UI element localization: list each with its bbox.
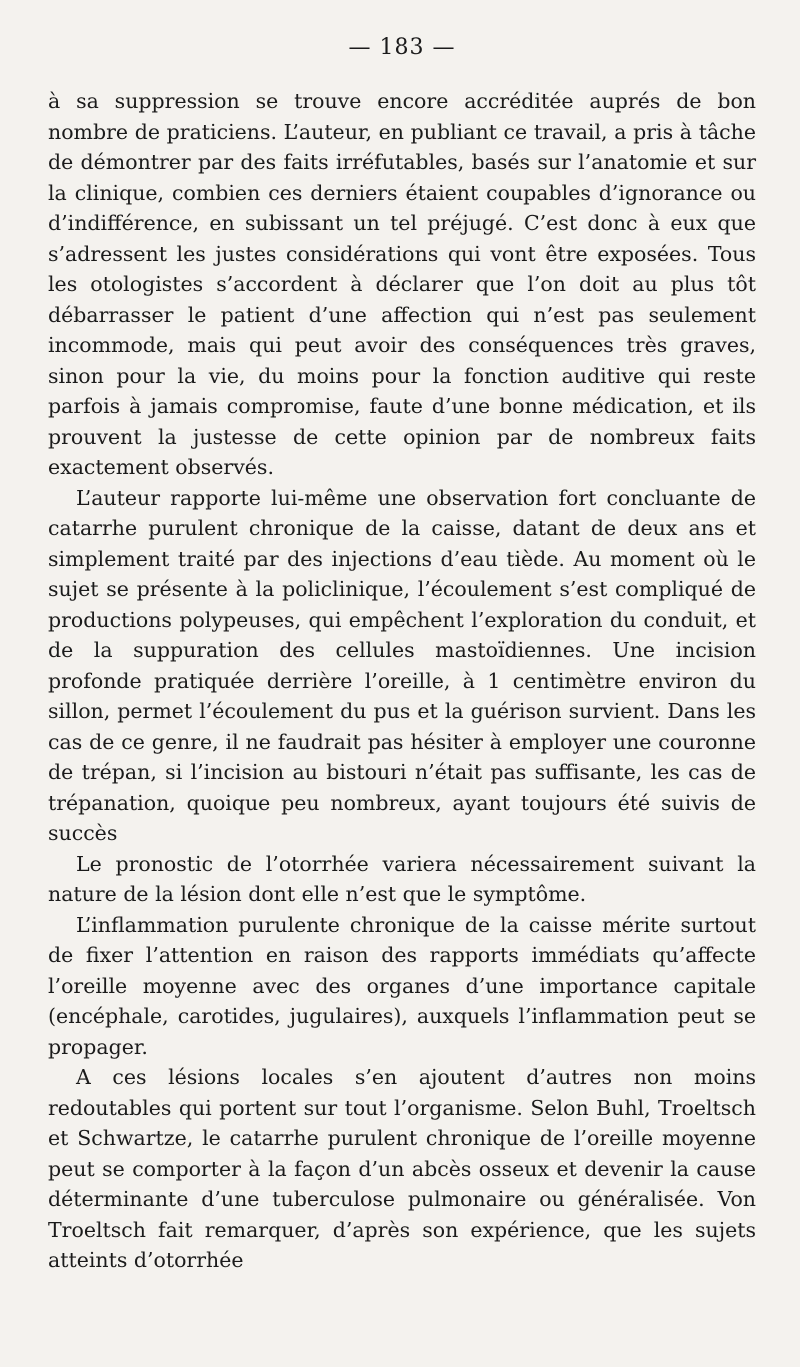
paragraph-1: à sa suppression se trouve encore accréditée auprés de bon nombre de praticiens. L’auteur, en publiant ce travail, a pris à tâche de démontrer par des faits irréfutables, basés sur l’anatomie et sur la clinique, combien ces derniers étaient coupables d’ignorance ou d’indifférence, en subissant un tel préjugé. C’est donc à eux que s’adressent les justes considérations qui vont être exposées. Tous les otologistes s’accordent à déclarer que l’on doit au plus tôt débarrasser le patient d’une affection qui n’est pas seulement incommode, mais qui peut avoir des conséquences très graves, sinon pour la vie, du moins pour la fonction auditive qui reste parfois à jamais compromise, faute d’une bonne médication, et ils prouvent la justesse de cette opinion par de nombreux faits exactement observés. [48, 89, 756, 479]
page-number: — 183 — [348, 35, 456, 60]
paragraph-5: A ces lésions locales s’en ajoutent d’autres non moins redoutables qui portent sur tout l’organisme. Selon Buhl, Troeltsch et Schwartze, le catarrhe purulent chronique de l’oreille moyenne peut se comporter à la façon d’un abcès osseux et devenir la cause déterminante d’une tuberculose pulmonaire ou généralisée. Von Troeltsch fait remarquer, d’après son expérience, que les sujets atteints d’otorrhée [48, 1065, 756, 1272]
paragraph-3: Le pronostic de l’otorrhée variera nécessairement suivant la nature de la lésion dont elle n’est que le symptôme. [48, 851, 756, 906]
paragraph-2: L’auteur rapporte lui-même une observation fort concluante de catarrhe purulent chronique de la caisse, datant de deux ans et simplement traité par des injections d’eau tiède. Au moment où le sujet se présente à la policlinique, l’écoulement s’est compliqué de productions polypeuses, qui empêchent l’exploration du conduit, et de la suppuration des cellules mastoïdiennes. Une incision profonde pratiquée derrière l’oreille, à 1 centimètre environ du sillon, permet l’écoulement du pus et la guérison survient. Dans les cas de ce genre, il ne faudrait pas hésiter à employer une couronne de trépan, si l’incision au bistouri n’était pas suffisante, les cas de trépanation, quoique peu nombreux, ayant toujours été suivis de succès [48, 485, 756, 845]
paragraph-4: L’inflammation purulente chronique de la caisse mérite surtout de fixer l’attention en raison des rapports immédiats qu’affecte l’oreille moyenne avec des organes d’une importance capitale (encéphale, carotides, jugulaires), auxquels l’inflammation peut se propager. [48, 912, 756, 1059]
